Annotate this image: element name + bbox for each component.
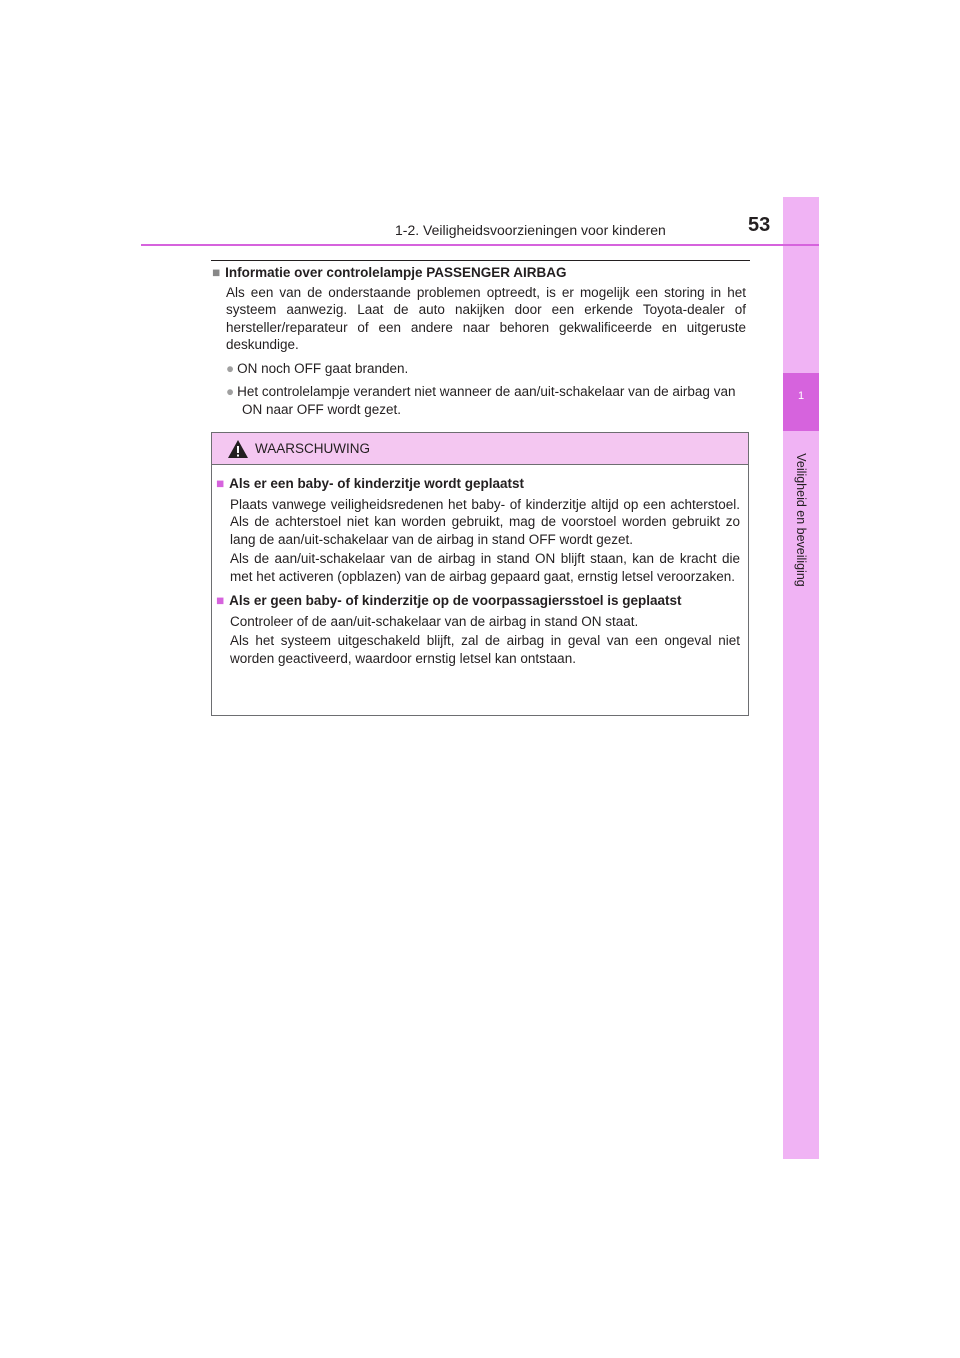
chapter-tab[interactable] xyxy=(783,373,819,431)
info-heading xyxy=(212,264,746,282)
warning-box xyxy=(211,432,749,716)
warning-body xyxy=(212,465,748,667)
square-bullet-icon: ■ xyxy=(216,593,225,608)
warning-item-heading-text: Als er geen baby- of kinderzitje op de voorpassagiersstoel is geplaatst xyxy=(229,593,682,608)
warning-item-paragraph: Als het systeem uitgeschakeld blijft, zal de airbag in geval van een ongeval niet worden geactiveerd, waardoor ernstig letsel kan ontstaan. xyxy=(230,633,740,666)
chapter-sidebar xyxy=(783,197,819,1159)
list-item xyxy=(226,360,746,378)
header-divider xyxy=(141,244,819,246)
section-divider xyxy=(211,260,750,261)
list-item xyxy=(226,383,746,418)
warning-item-paragraph: Plaats vanwege veiligheidsredenen het baby- of kinderzitje altijd op een achterstoel. Als de achterstoel niet kan worden gebruikt, mag de voorstoel worden gebruikt zo lang de aan/uit-schakelaar van de airbag in stand OFF wordt gezet. xyxy=(230,496,740,547)
warning-item-paragraph: Als de aan/uit-schakelaar van de airbag in stand ON blijft staan, kan de kracht die met het activeren (opblazen) van de airbag gepaard gaat, ernstig letsel veroorzaken. xyxy=(230,551,740,584)
section-title: 1-2. Veiligheidsvoorzieningen voor kinderen xyxy=(395,222,666,238)
list-item-text: Het controlelampje verandert niet wanneer de aan/uit-schakelaar van de airbag van ON naar OFF wordt gezet. xyxy=(237,384,736,417)
square-bullet-icon: ■ xyxy=(212,265,221,280)
warning-item-heading xyxy=(216,475,740,493)
info-paragraph: Als een van de onderstaande problemen optreedt, is er mogelijk een storing in het systeem aanwezig. Laat de auto nakijken door een erkende Toyota-dealer of hersteller/reparateur of een andere naar behoren gekwalificeerde en uitgeruste deskundige. xyxy=(226,284,746,352)
info-heading-text: Informatie over controlelampje PASSENGER AIRBAG xyxy=(225,265,567,280)
warning-item-heading xyxy=(216,592,740,610)
warning-header xyxy=(212,433,748,465)
warning-item-paragraph: Controleer of de aan/uit-schakelaar van de airbag in stand ON staat. xyxy=(230,613,639,629)
info-section xyxy=(212,264,746,418)
chapter-title-text: Veiligheid en beveiliging xyxy=(794,453,808,587)
warning-triangle-icon xyxy=(227,439,249,459)
list-item-text: ON noch OFF gaat branden. xyxy=(237,360,409,376)
warning-item-heading-text: Als er een baby- of kinderzitje wordt geplaatst xyxy=(229,476,524,491)
circle-bullet-icon: ● xyxy=(226,360,235,376)
circle-bullet-icon: ● xyxy=(226,384,235,399)
chapter-tab-number: 1 xyxy=(797,390,805,402)
square-bullet-icon: ■ xyxy=(216,476,225,491)
warning-title: WAARSCHUWING xyxy=(255,441,370,456)
page-number: 53 xyxy=(748,214,771,236)
